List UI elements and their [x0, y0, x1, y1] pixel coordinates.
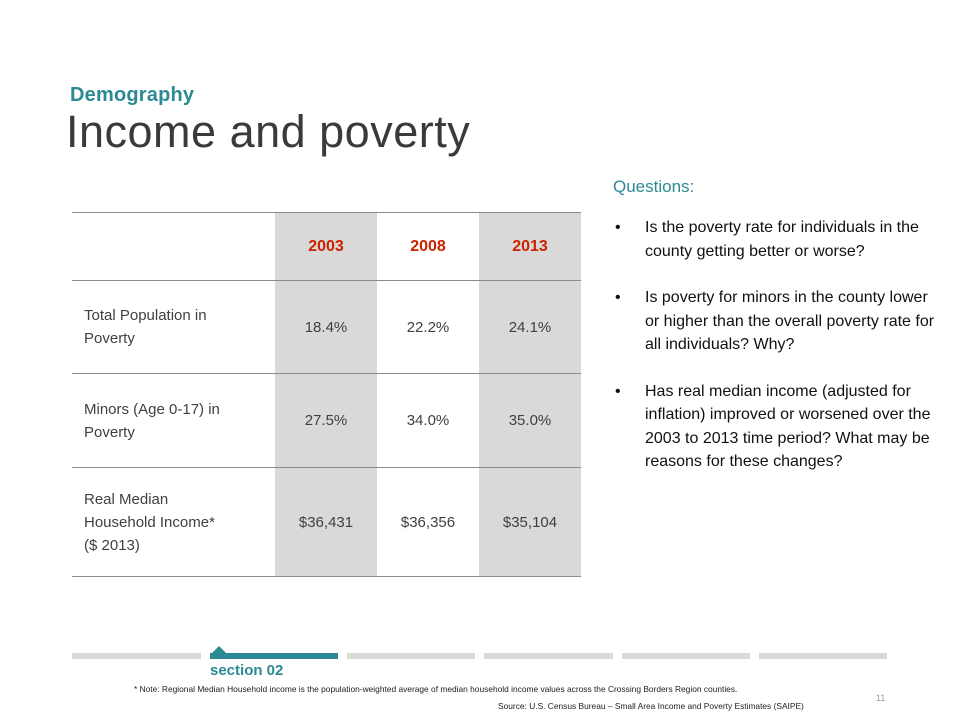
table-row — [72, 374, 581, 468]
table-cell: 27.5% — [275, 374, 377, 468]
table-row — [72, 281, 581, 374]
row-label: Real Median Household Income* ($ 2013) — [84, 490, 215, 554]
table-corner-cell — [72, 213, 275, 281]
table-header-row — [72, 213, 581, 281]
table-cell: 22.2% — [406, 318, 450, 336]
nav-section-06[interactable] — [759, 653, 887, 659]
section-label: Demography — [70, 84, 195, 106]
nav-section-03[interactable] — [347, 653, 475, 659]
page-title: Income and poverty — [66, 106, 471, 157]
page-number: 11 — [876, 693, 886, 703]
year-header-2003: 2003 — [275, 213, 377, 281]
year-header-2013: 2013 — [479, 213, 581, 281]
questions-title: Questions: — [613, 177, 695, 196]
table-cell: 35.0% — [479, 374, 581, 468]
table-cell: 34.0% — [406, 412, 450, 429]
row-label: Total Population in Poverty — [84, 307, 207, 347]
table-row — [72, 468, 581, 577]
table-cell: $36,356 — [400, 513, 456, 531]
table-cell: 18.4% — [275, 281, 377, 374]
list-item: • Is poverty for minors in the county lower or higher than the overall poverty rate for all individuals? Why? — [613, 286, 943, 357]
row-label: Minors (Age 0-17) in Poverty — [84, 400, 220, 441]
poverty-table — [72, 212, 581, 577]
nav-section-05[interactable] — [622, 653, 750, 659]
nav-section-01[interactable] — [72, 653, 201, 659]
list-item: • Is the poverty rate for individuals in the county getting better or worse? — [613, 216, 943, 263]
table-cell: $36,431 — [275, 468, 377, 577]
nav-section-02[interactable] — [210, 653, 338, 659]
bullet-icon: • — [615, 382, 621, 400]
list-item: • Has real median income (adjusted for inflation) improved or worsened over the 2003 to 2013 time period? What may be reasons for these changes? — [613, 380, 943, 474]
questions-list — [613, 216, 943, 497]
table-cell: $35,104 — [479, 468, 581, 577]
bullet-icon: • — [615, 219, 621, 236]
source-note: Source: U.S. Census Bureau – Small Area Income and Poverty Estimates (SAIPE) — [498, 701, 804, 711]
nav-pointer-icon — [212, 646, 226, 653]
bullet-icon: • — [615, 289, 621, 306]
nav-active-label: section 02 — [210, 662, 284, 679]
year-header-2008: 2008 — [410, 237, 446, 255]
footnote: * Note: Regional Median Household income is the population-weighted average of median household income values across the Crossing Borders Region counties. — [134, 684, 738, 694]
table-cell: 24.1% — [479, 281, 581, 374]
nav-section-04[interactable] — [484, 653, 613, 659]
